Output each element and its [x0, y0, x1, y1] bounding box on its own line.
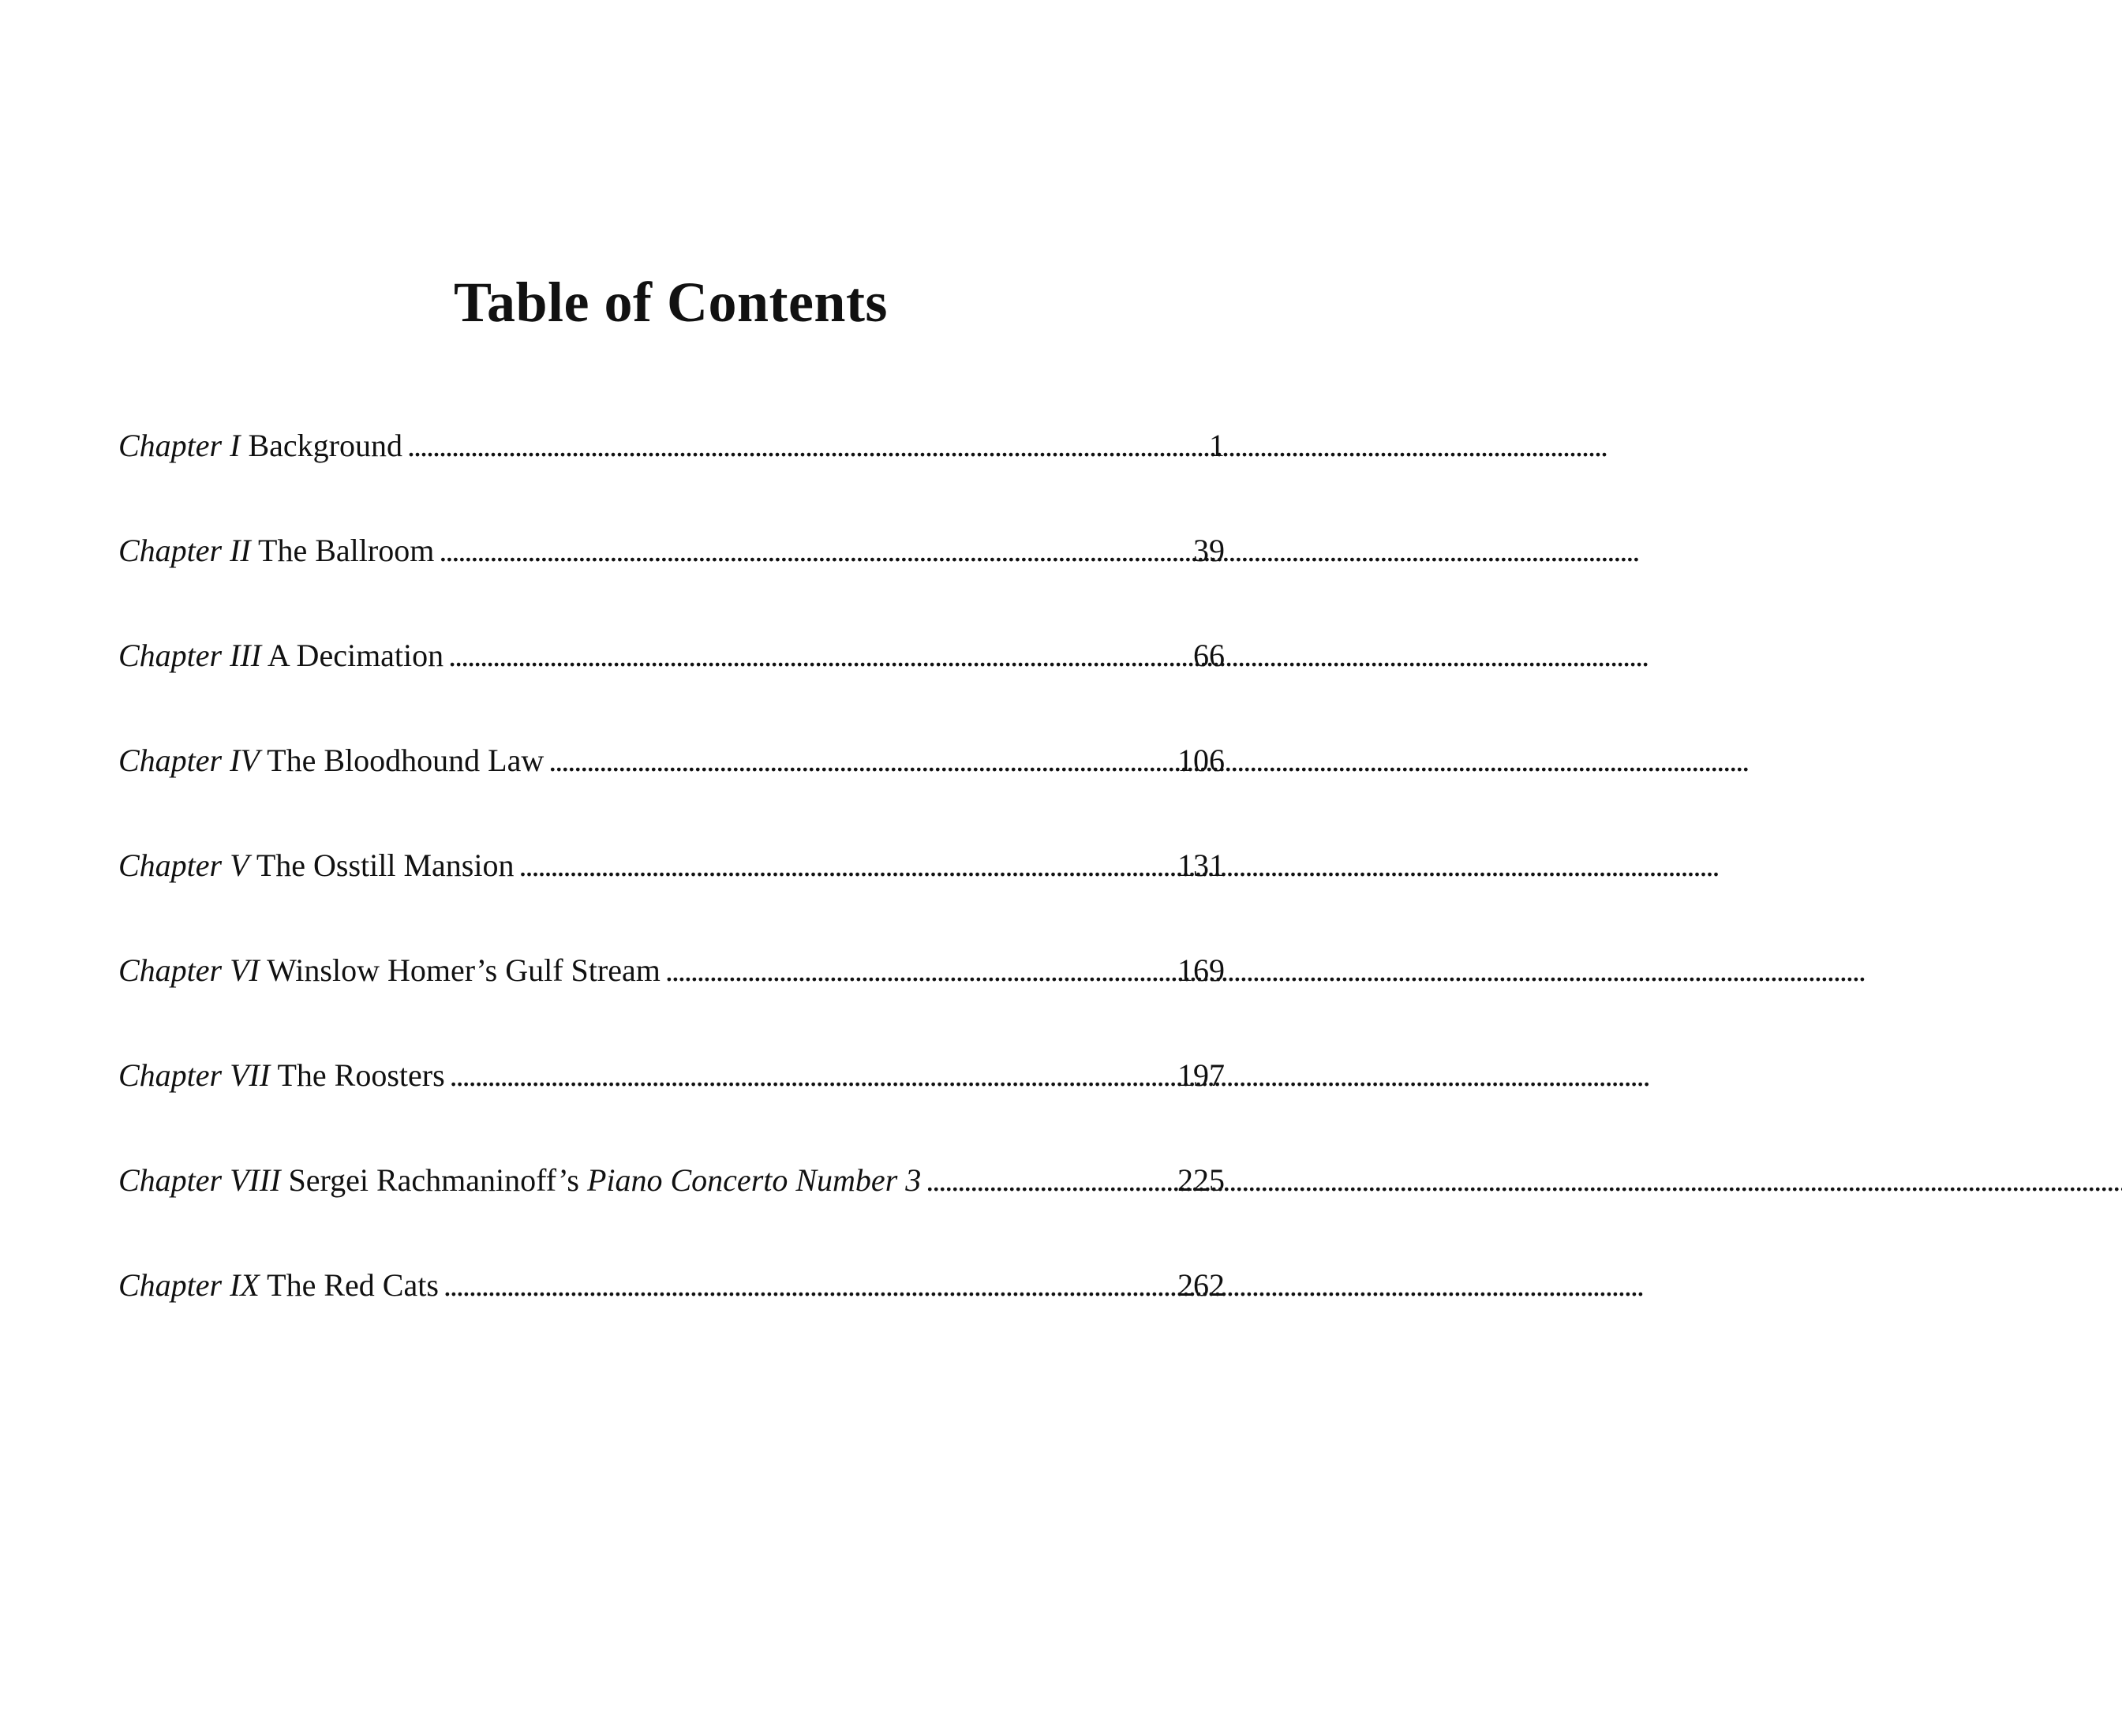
dot-leader [548, 725, 1174, 796]
toc-page-number: 225 [1177, 1162, 1225, 1198]
toc-page-number: 197 [1177, 1057, 1225, 1093]
toc-chapter-title: Background [248, 428, 402, 463]
toc-chapter-title: The Roosters [277, 1057, 445, 1093]
toc-entry-lead [118, 515, 434, 586]
toc-chapter-number: Chapter II [118, 533, 251, 568]
dot-leader [926, 1145, 1174, 1216]
toc-page-number: 1 [1209, 428, 1225, 463]
toc-entry[interactable] [118, 935, 1225, 1040]
toc-entry-lead [118, 1250, 439, 1321]
dot-leader [665, 935, 1174, 1006]
dot-leader [439, 515, 1190, 586]
toc-chapter-title: Winslow Homer’s Gulf Stream [267, 952, 661, 988]
toc-chapter-title: The Ballroom [258, 533, 435, 568]
toc-entry[interactable] [118, 410, 1225, 515]
toc-entry-lead [118, 620, 443, 691]
toc-chapter-number: Chapter III [118, 638, 262, 673]
toc-entry-lead [118, 1145, 921, 1216]
toc-page-number: 262 [1177, 1267, 1225, 1303]
toc-entry[interactable] [118, 1145, 1225, 1250]
toc-chapter-number: Chapter IX [118, 1267, 260, 1303]
toc-entry[interactable] [118, 1250, 1225, 1355]
toc-page-number: 39 [1193, 533, 1225, 568]
dot-leader [519, 830, 1175, 901]
toc-chapter-number: Chapter IV [118, 743, 260, 778]
toc-chapter-title: A Decimation [267, 638, 444, 673]
toc-entry-lead [118, 1040, 445, 1111]
dot-leader [407, 410, 1206, 481]
dot-leader [448, 620, 1190, 691]
toc-chapter-title: The Osstill Mansion [256, 847, 515, 883]
toc-entry[interactable] [118, 1040, 1225, 1145]
toc-entry-lead [118, 830, 515, 901]
toc-chapter-title: The Red Cats [267, 1267, 439, 1303]
toc-chapter-title: Sergei Rachmaninoff’s [288, 1162, 579, 1198]
page-title: Table of Contents [454, 271, 888, 334]
toc-chapter-number: Chapter V [118, 847, 249, 883]
toc-chapter-title: The Bloodhound Law [267, 743, 545, 778]
toc-page-number: 169 [1177, 952, 1225, 988]
toc-entry[interactable] [118, 515, 1225, 620]
toc-entry-lead [118, 725, 544, 796]
toc-page-number: 131 [1177, 847, 1225, 883]
toc-entry[interactable] [118, 830, 1225, 935]
toc-page-number: 106 [1177, 743, 1225, 778]
toc-entry-lead [118, 410, 402, 481]
dot-leader [450, 1040, 1174, 1111]
dot-leader [443, 1250, 1174, 1321]
toc-chapter-title-italic: Piano Concerto Number 3 [586, 1162, 922, 1198]
toc-entry-lead [118, 935, 661, 1006]
toc-entry[interactable] [118, 725, 1225, 830]
toc-entry[interactable] [118, 620, 1225, 725]
toc-page-number: 66 [1193, 638, 1225, 673]
toc-chapter-number: Chapter VII [118, 1057, 271, 1093]
toc-chapter-number: Chapter VIII [118, 1162, 281, 1198]
toc-chapter-number: Chapter I [118, 428, 241, 463]
toc-chapter-number: Chapter VI [118, 952, 260, 988]
table-of-contents [118, 410, 1225, 1355]
